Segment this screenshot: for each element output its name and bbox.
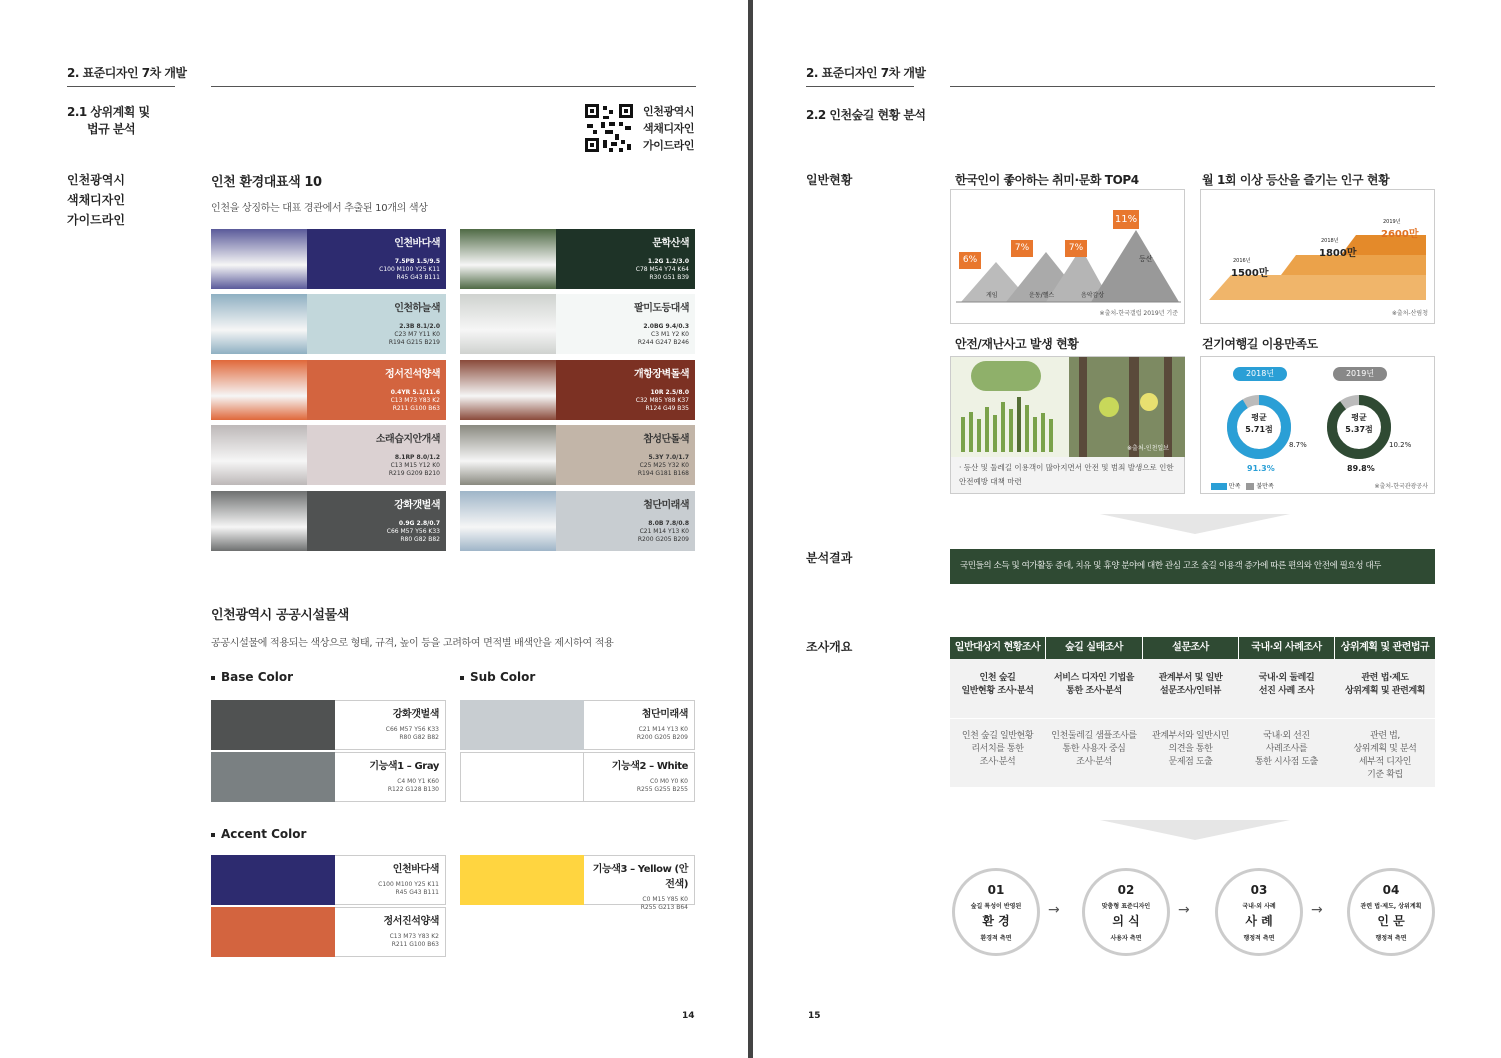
walk-sat: 91.3% <box>1247 464 1275 473</box>
hike-source: ※출처-산림청 <box>1391 310 1428 317</box>
side-title: 인천광역시 색채디자인 가이드라인 <box>67 173 125 227</box>
env-color-swatch: 강화갯벌색 0.9G 2.8/0.7 C66 M57 Y56 K33 R80 G82 B82 <box>307 491 446 551</box>
survey-header: 설문조사 <box>1143 637 1238 659</box>
hobby-badge: 11% <box>1113 210 1139 229</box>
color-swatch-info: 인천바다색 C100 M100 Y25 K11 R45 G43 B111 <box>335 855 446 905</box>
section-title: 2. 표준디자인 7차 개발 <box>67 66 187 80</box>
env-color-swatch: 첨단미래색 8.0B 7.8/0.8 C21 M14 Y13 K0 R200 G205 B209 <box>556 491 695 551</box>
page-number: 15 <box>808 1011 821 1021</box>
survey-cell: 서비스 디자인 기법을 통한 조사·분석 <box>1053 673 1135 696</box>
env-color-swatch: 인천바다색 7.5PB 1.5/9.5 C100 M100 Y25 K11 R45 G43 B111 <box>307 229 446 289</box>
safety-news-image <box>951 357 1069 457</box>
divider <box>67 86 175 87</box>
walk-source: ※출처-한국관광공사 <box>1374 483 1428 490</box>
qr-code-icon[interactable] <box>585 104 633 152</box>
hobby-badge: 6% <box>959 252 981 269</box>
sub-color-label: Sub Color <box>460 670 535 684</box>
hobby-label: 등산 <box>1139 255 1153 263</box>
color-swatch <box>460 752 584 802</box>
env-color-swatch: 개항장벽돌색 10R 2.5/8.0 C32 M85 Y88 K37 R124 G49 B35 <box>556 360 695 420</box>
env-color-photo <box>460 425 556 485</box>
walk-unsat: 10.2% <box>1389 441 1412 449</box>
survey-cell: 관련 법, 상위계획 및 분석 세부적 디자인 기준 확립 <box>1353 731 1417 780</box>
color-swatch-info: 기능색2 – White C0 M0 Y0 K0 R255 G255 B255 <box>584 752 695 802</box>
survey-cell: 인천 숲길 일반현황 리서치를 통한 조사·분석 <box>961 731 1034 767</box>
safety-source: ※출처-인천일보 <box>1127 445 1169 452</box>
hobby-title: 한국인이 좋아하는 취미·문화 TOP4 <box>955 173 1139 187</box>
env-color-photo <box>211 491 307 551</box>
hobby-label: 운동/헬스 <box>1029 292 1055 299</box>
env-color-photo <box>460 229 556 289</box>
section-title: 2. 표준디자인 7차 개발 <box>806 66 926 80</box>
public-colors-desc: 공공시설물에 적용되는 색상으로 형태, 규격, 높이 등을 고려하여 면적별 배색안을 제시하여 적용 <box>211 638 614 649</box>
page-spine <box>748 0 753 1058</box>
page-number: 14 <box>682 1011 695 1021</box>
process-step: 01 숲길 특성이 반영된 환 경 환경적 측면 <box>952 868 1040 956</box>
color-swatch <box>460 700 584 750</box>
env-color-photo <box>460 360 556 420</box>
walk-year-badge: 2018년 <box>1233 367 1287 381</box>
survey-header: 일반대상지 현황조사 <box>950 637 1045 659</box>
safety-note: · 등산 및 둘레길 이용객이 많아지면서 안전 및 범죄 발생으로 인한 안전예방 대책 마련 <box>959 463 1174 486</box>
accent-color-label: Accent Color <box>211 827 306 841</box>
walk-panel <box>1200 356 1435 494</box>
walk-avg: 평균 5.37점 <box>1345 413 1373 434</box>
walk-title: 걷기여행길 이용만족도 <box>1202 337 1318 351</box>
hobby-badge: 7% <box>1065 240 1087 257</box>
hobby-label: 게임 <box>986 292 998 299</box>
hobby-source: ※출처-한국갤럽 2019년 기준 <box>1099 310 1178 317</box>
env-color-swatch: 정서진석양색 0.4YR 5.1/11.6 C13 M73 Y83 K2 R211 G100 B63 <box>307 360 446 420</box>
hike-year: 2019년 <box>1383 219 1401 225</box>
survey-cell: 국내·외 둘레길 선진 사례 조사 <box>1258 673 1315 696</box>
safety-panel <box>950 356 1185 494</box>
env-color-photo <box>211 425 307 485</box>
walk-year-badge: 2019년 <box>1333 367 1387 381</box>
public-colors-title: 인천광역시 공공시설물색 <box>211 608 349 623</box>
color-swatch-info: 정서진석양색 C13 M73 Y83 K2 R211 G100 B63 <box>335 907 446 957</box>
env-colors-desc: 인천을 상징하는 대표 경관에서 추출된 10개의 색상 <box>211 203 428 214</box>
env-color-photo <box>460 491 556 551</box>
hike-value: 1800만 <box>1319 248 1357 259</box>
walk-unsat: 8.7% <box>1289 441 1307 449</box>
walk-sat: 89.8% <box>1347 464 1375 473</box>
color-swatch-info: 기능색3 – Yellow (안전색) C0 M15 Y85 K0 R255 G213 B64 <box>584 855 695 905</box>
survey-header: 국내·외 사례조사 <box>1239 637 1334 659</box>
walk-legend: 만족 불만족 <box>1211 481 1274 490</box>
color-swatch <box>211 700 335 750</box>
hike-year: 2016년 <box>1233 258 1251 264</box>
survey-header: 상위계획 및 관련법규 <box>1335 637 1435 659</box>
subsection-title: 2.2 인천숲길 현황 분석 <box>806 108 926 122</box>
env-color-swatch: 참성단돌색 5.3Y 7.0/1.7 C25 M25 Y32 K0 R194 G181 B168 <box>556 425 695 485</box>
survey-cell: 인천 숲길 일반현황 조사·분석 <box>961 673 1034 696</box>
env-color-swatch: 소래습지안개색 8.1RP 8.0/1.2 C13 M15 Y12 K0 R219 G209 B210 <box>307 425 446 485</box>
env-color-swatch: 팔미도등대색 2.0BG 9.4/0.3 C3 M1 Y2 K0 R244 G247 B246 <box>556 294 695 354</box>
color-swatch <box>211 855 335 905</box>
subsection-title: 2.1 상위계획 및 법규 분석 <box>67 105 150 136</box>
color-swatch-info: 기능색1 – Gray C4 M0 Y1 K60 R122 G128 B130 <box>335 752 446 802</box>
divider <box>211 86 696 87</box>
color-swatch-info: 강화갯벌색 C66 M57 Y56 K33 R80 G82 B82 <box>335 700 446 750</box>
arrow-right-icon: → <box>1311 902 1323 918</box>
arrow-right-icon: → <box>1048 902 1060 918</box>
divider <box>806 86 914 87</box>
process-step: 04 관련 법·제도, 상위계획 인 문 행정적 측면 <box>1347 868 1435 956</box>
survey-cell: 관계부서 및 일반 설문조사/인터뷰 <box>1158 673 1223 696</box>
divider <box>950 86 1435 87</box>
chevron-down-icon <box>1100 514 1290 536</box>
hike-title: 월 1회 이상 등산을 즐기는 인구 현황 <box>1202 173 1390 187</box>
hobby-badge: 7% <box>1011 240 1033 257</box>
chevron-down-icon <box>1100 820 1290 842</box>
process-step: 03 국내·외 사례 사 례 행정적 측면 <box>1215 868 1303 956</box>
survey-cell: 관계부서와 일반시민 의견을 통한 문제점 도출 <box>1151 731 1230 767</box>
survey-cell: 국내·외 선진 사례조사를 통한 시사점 도출 <box>1255 731 1318 767</box>
env-color-photo <box>211 294 307 354</box>
env-color-photo <box>211 229 307 289</box>
hike-value: 1500만 <box>1231 268 1269 279</box>
color-swatch-info: 첨단미래색 C21 M14 Y13 K0 R200 G205 B209 <box>584 700 695 750</box>
safety-photo <box>1069 357 1185 457</box>
result-banner: 국민들의 소득 및 여가활동 증대, 치유 및 휴양 분야에 대한 관심 고조 숲길 이용객 증가에 따른 편의와 안전에 필요성 대두 <box>950 549 1435 584</box>
color-swatch <box>211 752 335 802</box>
survey-cell: 인천둘레길 샘플조사를 통한 사용자 중심 조사·분석 <box>1051 731 1137 767</box>
safety-title: 안전/재난사고 발생 현황 <box>955 337 1079 351</box>
hike-year: 2018년 <box>1321 238 1339 244</box>
walk-avg: 평균 5.71점 <box>1245 413 1273 434</box>
divider <box>950 718 1435 719</box>
env-color-swatch: 인천하늘색 2.3B 8.1/2.0 C23 M7 Y11 K0 R194 G215 B219 <box>307 294 446 354</box>
hike-value: 2600만 <box>1381 229 1419 240</box>
env-colors-title: 인천 환경대표색 10 <box>211 175 322 190</box>
process-step: 02 맞춤형 표준디자인 의 식 사용자 측면 <box>1082 868 1170 956</box>
label-general: 일반현황 <box>806 173 853 187</box>
hike-panel <box>1200 189 1435 324</box>
survey-header: 숲길 실태조사 <box>1046 637 1142 659</box>
color-swatch <box>460 855 584 905</box>
hobby-panel <box>950 189 1185 324</box>
env-color-swatch: 문학산색 1.2G 1.2/3.0 C78 M54 Y74 K64 R30 G51 B39 <box>556 229 695 289</box>
survey-cell: 관련 법·제도 상위계획 및 관련계획 <box>1344 673 1426 696</box>
label-result: 분석결과 <box>806 551 853 565</box>
env-color-photo <box>460 294 556 354</box>
base-color-label: Base Color <box>211 670 293 684</box>
hobby-label: 음악감상 <box>1081 292 1105 299</box>
label-survey: 조사개요 <box>806 640 853 654</box>
env-color-photo <box>211 360 307 420</box>
color-swatch <box>211 907 335 957</box>
arrow-right-icon: → <box>1178 902 1190 918</box>
qr-label: 인천광역시 색채디자인 가이드라인 <box>643 105 695 152</box>
